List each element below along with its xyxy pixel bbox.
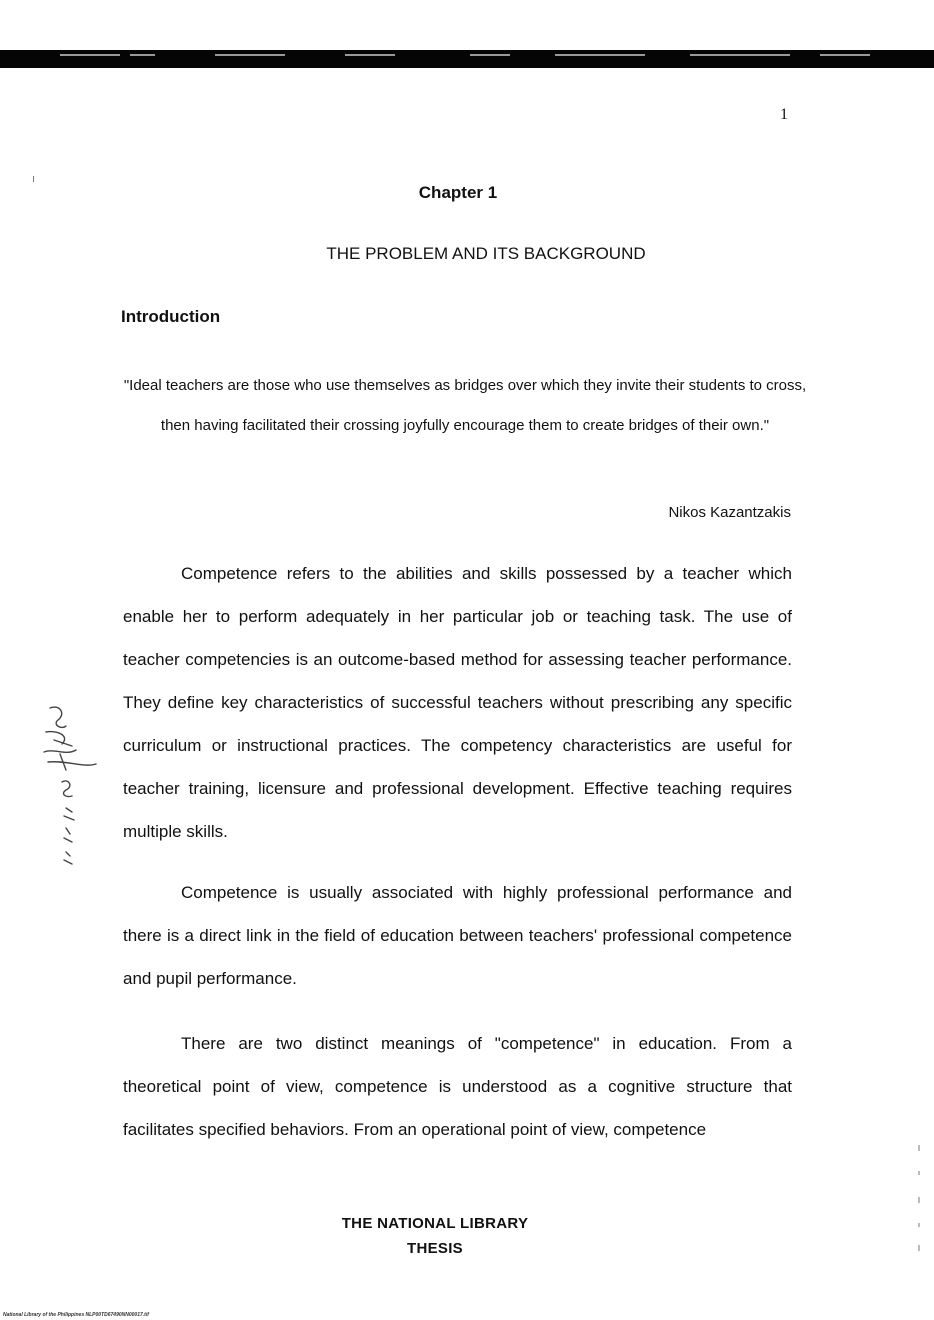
- scan-edge-marks: [918, 1145, 921, 1255]
- scan-edge-bar: [0, 50, 934, 68]
- scan-footer-caption: National Library of the Philippines NLP00TD67490NN00017.tif: [3, 1312, 149, 1318]
- library-stamp-line2: THESIS: [407, 1240, 463, 1257]
- epigraph-quote: "Ideal teachers are those who use themselves as bridges over which they invite their students to cross, then having facilitated their crossing joyfully encourage them to create bridges of their own.": [123, 377, 807, 434]
- section-heading: Introduction: [121, 307, 221, 326]
- epigraph-author: Nikos Kazantzakis: [668, 504, 791, 521]
- library-stamp-line1: THE NATIONAL LIBRARY: [341, 1215, 529, 1232]
- chapter-subtitle: THE PROBLEM AND ITS BACKGROUND: [326, 244, 646, 263]
- body-paragraph-3: There are two distinct meanings of "competence" in education. From a theoretical point of view, competence is understood as a cognitive structure that facilitates specified behaviors. From an operational point of view, competence: [123, 1034, 792, 1139]
- body-paragraph-2: Competence is usually associated with highly professional performance and there is a direct link in the field of education between teachers' professional competence and pupil performance.: [123, 883, 792, 988]
- handwritten-annotation: [36, 700, 106, 870]
- margin-mark: [33, 176, 34, 182]
- page-number: 1: [780, 106, 788, 123]
- library-stamp: [0, 1211, 870, 1261]
- body-paragraph-1: Competence refers to the abilities and skills possessed by a teacher which enable her to perform adequately in her particular job or teaching task. The use of teacher competencies is an outcome-based method for assessing teacher performance. They define key characteristics of successful teachers without prescribing any specific curriculum or instructional practices. The competency characteristics are useful for teacher training, licensure and professional development. Effective teaching requires multiple skills.: [123, 564, 792, 841]
- chapter-title: Chapter 1: [418, 183, 498, 202]
